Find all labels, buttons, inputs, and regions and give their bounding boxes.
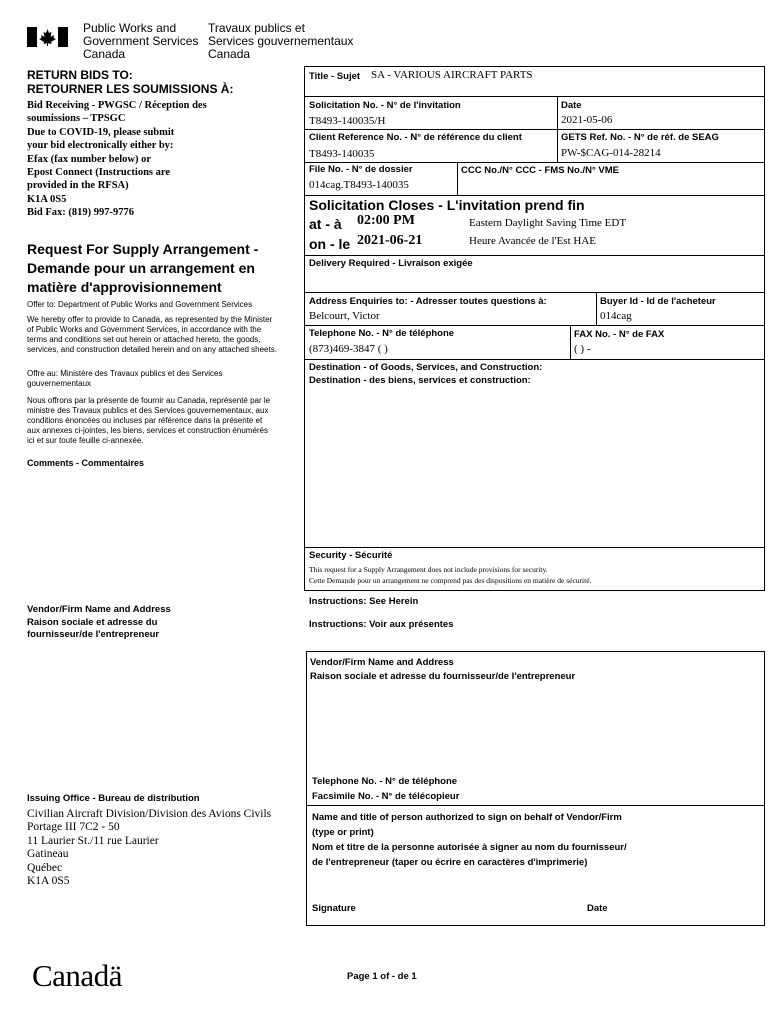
return-bids-address xyxy=(27,99,207,220)
dept-en-line: Public Works and xyxy=(83,21,177,35)
vendor-facsimile-label: Facsimile No. - N° de télécopieur xyxy=(312,791,460,802)
divider xyxy=(304,162,765,163)
return-line: Epost Connect (Instructions are xyxy=(27,167,171,179)
issuing-line: K1A 0S5 xyxy=(27,875,70,888)
divider xyxy=(304,129,765,130)
file-label: File No. - N° de dossier xyxy=(309,164,413,175)
return-bids-en: RETURN BIDS TO: xyxy=(27,68,133,82)
vendor-box-label-en: Vendor/Firm Name and Address xyxy=(310,657,454,668)
fax-value: ( ) - xyxy=(574,343,591,355)
return-line: your bid electronically either by: xyxy=(27,140,174,152)
instructions-en: Instructions: See Herein xyxy=(309,596,419,607)
offer-text-fr xyxy=(27,396,270,446)
date-label: Date xyxy=(561,100,582,111)
return-line: provided in the RFSA) xyxy=(27,180,129,192)
divider xyxy=(304,96,765,97)
offer-to-en: Offer to: Department of Public Works and Government Services xyxy=(27,300,253,309)
offer-fr-line: ici et sur toute feuille ci-annexée. xyxy=(27,436,144,445)
issuing-line: 11 Laurier St./11 rue Laurier xyxy=(27,834,159,847)
title-label: Title - Sujet xyxy=(309,71,361,82)
offer-fr-line: Nous offrons par la présente de fournir au Canada, représenté par le xyxy=(27,396,271,405)
security-label: Security - Sécurité xyxy=(309,550,393,561)
department-name-fr xyxy=(208,22,353,61)
destination-label-fr: Destination - des biens, services et construction: xyxy=(309,375,531,386)
return-line: soumissions – TPSGC xyxy=(27,113,126,125)
date-value: 2021-05-06 xyxy=(561,114,613,126)
solicitation-closes-title: Solicitation Closes - L'invitation prend fin xyxy=(309,197,585,213)
offer-en-line: We hereby offer to provide to Canada, as represented by the Minister xyxy=(27,315,273,324)
signature-date-label: Date xyxy=(587,903,608,914)
telephone-label: Telephone No. - N° de téléphone xyxy=(309,328,455,339)
divider xyxy=(304,325,765,326)
vendor-signature-box xyxy=(306,651,765,926)
divider xyxy=(304,292,765,293)
divider xyxy=(304,547,765,548)
issuing-office-address xyxy=(27,808,271,888)
offer-to-fr xyxy=(27,369,223,389)
return-line: Due to COVID-19, please submit xyxy=(27,126,175,138)
timezone-en: Eastern Daylight Saving Time EDT xyxy=(469,217,627,229)
gets-value: PW-$CAG-014-28214 xyxy=(561,147,661,159)
dept-en-line: Canada xyxy=(83,47,126,61)
offer-to-fr-line: Offre au: Ministère des Travaux publics et des Services xyxy=(27,369,223,378)
signer-label-line: Nom et titre de la personne autorisée à signer au nom du fournisseur/ xyxy=(312,842,627,853)
divider xyxy=(304,359,765,360)
file-value: 014cag.T8493-140035 xyxy=(309,179,409,191)
divider xyxy=(570,325,571,359)
closing-date-label: on - le xyxy=(309,236,351,252)
canada-wordmark: Canadä xyxy=(32,958,122,993)
divider xyxy=(457,162,458,195)
rfsa-title-line: matière d'approvisionnement xyxy=(27,279,222,295)
issuing-line: Québec xyxy=(27,861,63,874)
divider xyxy=(306,805,765,806)
solicitation-label: Solicitation No. - N° de l'invitation xyxy=(309,100,461,111)
vendor-box-label-fr: Raison sociale et adresse du fournisseur/de l'entrepreneur xyxy=(310,671,576,682)
security-text-en: This request for a Supply Arrangement does not include provisions for security. xyxy=(309,565,548,574)
signer-label-line: Name and title of person authorized to sign on behalf of Vendor/Firm xyxy=(312,812,622,823)
divider xyxy=(304,195,765,196)
return-line: Bid Fax: (819) 997-9776 xyxy=(27,207,135,219)
offer-fr-line: ministre des Travaux publics et des Services gouvernementaux, aux xyxy=(27,406,269,415)
divider xyxy=(596,292,597,325)
dept-fr-line: Travaux publics et xyxy=(208,21,305,35)
buyer-id-label: Buyer Id - Id de l'acheteur xyxy=(600,296,716,307)
canada-flag-icon xyxy=(27,27,68,47)
rfsa-title-line: Demande pour un arrangement en xyxy=(27,260,255,276)
client-ref-value: T8493-140035 xyxy=(309,148,375,160)
ccc-label: CCC No./N° CCC - FMS No./N° VME xyxy=(461,165,620,176)
closing-time-value: 02:00 PM xyxy=(357,213,415,228)
gets-label: GETS Ref. No. - N° de réf. de SEAG xyxy=(561,132,719,143)
timezone-fr: Heure Avancée de l'Est HAE xyxy=(469,235,597,247)
divider xyxy=(304,255,765,256)
issuing-line: Gatineau xyxy=(27,848,69,861)
return-line: Bid Receiving - PWGSC / Réception des xyxy=(27,100,207,111)
offer-to-fr-line: gouvernementaux xyxy=(27,379,92,388)
delivery-required-label: Delivery Required - Livraison exigée xyxy=(309,258,473,269)
destination-label-en: Destination - of Goods, Services, and Construction: xyxy=(309,362,543,373)
return-bids-fr: RETOURNER LES SOUMISSIONS À: xyxy=(27,82,234,96)
fax-label: FAX No. - N° de FAX xyxy=(574,329,665,340)
solicitation-value: T8493-140035/H xyxy=(309,115,386,127)
issuing-office-label: Issuing Office - Bureau de distribution xyxy=(27,793,200,804)
signer-label-line: (type or print) xyxy=(312,827,374,838)
address-enquiries-label: Address Enquiries to: - Adresser toutes questions à: xyxy=(309,296,547,307)
security-text-fr: Cette Demande pour un arrangement ne comprend pas des dispositions en matière de sécurité. xyxy=(309,576,592,585)
dept-fr-line: Canada xyxy=(208,47,251,61)
closing-date-value: 2021-06-21 xyxy=(357,233,423,248)
offer-fr-line: aux annexes ci-jointes, les biens, services et construction énumérés xyxy=(27,426,269,435)
telephone-value: (873)469-3847 ( ) xyxy=(309,343,388,355)
issuing-line: Portage III 7C2 - 50 xyxy=(27,821,120,834)
comments-label: Comments - Commentaires xyxy=(27,458,145,468)
client-ref-label: Client Reference No. - N° de référence du client xyxy=(309,132,522,143)
dept-fr-line: Services gouvernementaux xyxy=(208,34,354,48)
department-name-en xyxy=(83,22,198,61)
offer-en-line: of Public Works and Government Services, in accordance with the xyxy=(27,325,262,334)
offer-text-en xyxy=(27,315,277,355)
offer-en-line: services, and construction detailed herein and on any attached sheets. xyxy=(27,345,277,354)
closing-time-label: at - à xyxy=(309,216,342,232)
vendor-label-line: Raison sociale et adresse du xyxy=(27,616,158,628)
return-bids-heading xyxy=(27,68,233,96)
buyer-id-value: 014cag xyxy=(600,310,632,322)
page-number: Page 1 of - de 1 xyxy=(347,971,417,982)
instructions-fr: Instructions: Voir aux présentes xyxy=(309,619,454,630)
return-line: Efax (fax number below) or xyxy=(27,153,152,165)
vendor-label-left xyxy=(27,604,171,642)
offer-fr-line: conditions énoncées ou incluses par référence dans la présente et xyxy=(27,416,263,425)
authorized-signer-label xyxy=(312,810,627,870)
vendor-label-line: fournisseur/de l'entrepreneur xyxy=(27,629,160,640)
rfsa-title-line: Request For Supply Arrangement - xyxy=(27,241,259,257)
issuing-line: Civilian Aircraft Division/Division des Avions Civils xyxy=(27,808,272,820)
vendor-telephone-label: Telephone No. - N° de téléphone xyxy=(312,776,458,787)
offer-en-line: terms and conditions set out herein or attached hereto, the goods, xyxy=(27,335,261,344)
vendor-label-line: Vendor/Firm Name and Address xyxy=(27,604,171,615)
signer-label-line: de l'entrepreneur (taper ou écrire en caractères d'imprimerie) xyxy=(312,857,588,868)
signature-label: Signature xyxy=(312,903,356,914)
title-value: SA - VARIOUS AIRCRAFT PARTS xyxy=(371,69,533,81)
return-line: K1A 0S5 xyxy=(27,193,67,205)
dept-en-line: Government Services xyxy=(83,34,199,48)
address-enquiries-value: Belcourt, Victor xyxy=(309,310,380,322)
rfsa-title xyxy=(27,240,258,297)
